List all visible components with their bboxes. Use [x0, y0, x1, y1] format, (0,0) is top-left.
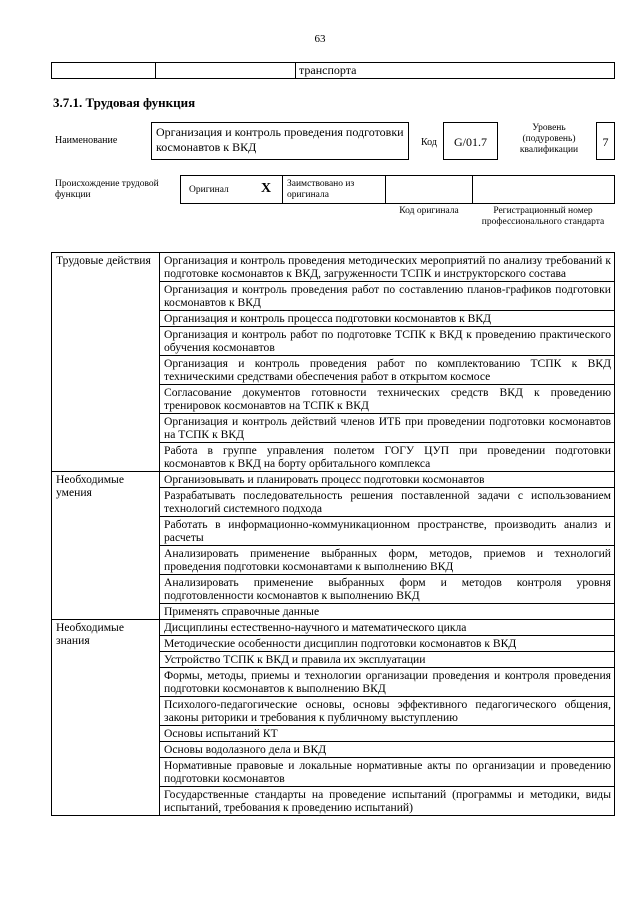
- borrowed-box: [282, 175, 386, 204]
- requirement-item: Основы испытаний КТ: [160, 726, 615, 742]
- requirement-item: Применять справочные данные: [160, 604, 615, 620]
- name-label: Наименование: [55, 135, 118, 146]
- reg-number-caption: Регистрационный номер профессионального стандарта: [481, 206, 605, 227]
- requirement-item: Организация и контроль работ по подготовке ТСПК к ВКД к проведению практического обучения космонавтов: [160, 327, 615, 356]
- requirement-item: Организация и контроль действий членов ИТБ при проведении подготовки космонавтов на ТСПК к ВКД: [160, 414, 615, 443]
- level-value: 7: [602, 135, 609, 149]
- requirement-item: Организация и контроль процесса подготовки космонавтов к ВКД: [160, 311, 615, 327]
- previous-table-fragment: [51, 62, 615, 79]
- requirement-item: Согласование документов готовности технических средств ВКД к проведению тренировок космонавтов на ТСПК к ВКД: [160, 385, 615, 414]
- requirement-item: Разрабатывать последовательность решения поставленной задачи с использованием технологий системного подхода: [160, 488, 615, 517]
- labor-function-table: [51, 252, 615, 816]
- original-box: [180, 175, 283, 204]
- code-label: Код: [421, 137, 437, 148]
- requirement-item: Организация и контроль проведения работ по составлению планов-графиков подготовки космонавтов к ВКД: [160, 282, 615, 311]
- requirement-item: Формы, методы, приемы и технологии организации проведения и контроля проведения подготовки космонавтов к выполнению ВКД: [160, 668, 615, 697]
- code-value: G/01.7: [454, 135, 487, 149]
- level-label: Уровень (подуровень) квалификации: [519, 123, 579, 155]
- category-cell: Трудовые действия: [52, 253, 160, 472]
- requirement-item: Организация и контроль проведения работ по комплектованию ТСПК к ВКД техническими средствами обеспечения работ в открытом космосе: [160, 356, 615, 385]
- original-code-caption: Код оригинала: [399, 206, 459, 216]
- requirement-item: Анализировать применение выбранных форм, методов, приемов и технологий проведения подготовки космонавтами к выполнению ВКД: [160, 546, 615, 575]
- requirement-item: Анализировать применение выбранных форм и методов контроля уровня подготовленности космонавтов к выполнению ВКД: [160, 575, 615, 604]
- borrowed-label: Заимствовано из оригинала: [287, 179, 355, 200]
- category-cell: Необходимые умения: [52, 472, 160, 620]
- requirement-item: Работать в информационно-коммуникационном пространстве, производить анализ и расчеты: [160, 517, 615, 546]
- previous-table-cell: транспорта: [296, 63, 615, 79]
- requirement-item: Организация и контроль проведения методических мероприятий по анализу требований к подготовке космонавтов к ВКД, загруженности ТСПК и инструкторского состава: [160, 253, 615, 282]
- requirement-item: Психолого-педагогические основы, основы эффективного педагогического общения, законы риторики и требования к публичному выступлению: [160, 697, 615, 726]
- origin-label: Происхождение трудовой функции: [55, 179, 159, 200]
- page-number: 63: [314, 33, 326, 45]
- original-label: Оригинал: [189, 185, 229, 195]
- function-name-value: Организация и контроль проведения подготовки космонавтов к ВКД: [156, 125, 404, 154]
- original-code-box: [385, 175, 473, 204]
- requirement-item: Дисциплины естественно-научного и математического цикла: [160, 620, 615, 636]
- table-row: [52, 620, 615, 636]
- requirement-item: Основы водолазного дела и ВКД: [160, 742, 615, 758]
- reg-number-box: [472, 175, 615, 204]
- section-title: 3.7.1. Трудовая функция: [53, 95, 196, 110]
- function-name-box: [151, 122, 409, 160]
- code-value-box: [443, 122, 498, 160]
- requirement-item: Нормативные правовые и локальные нормативные акты по организации и проведению подготовки космонавтов: [160, 758, 615, 787]
- requirement-item: Государственные стандарты на проведение испытаний (программы и методики, виды испытаний, требования к проведению испытаний): [160, 787, 615, 816]
- requirement-item: Устройство ТСПК к ВКД и правила их эксплуатации: [160, 652, 615, 668]
- level-value-box: [596, 122, 615, 160]
- category-cell: Необходимые знания: [52, 620, 160, 816]
- requirement-item: Работа в группе управления полетом ГОГУ ЦУП при проведении подготовки космонавтов к ВКД на борту орбитального комплекса: [160, 443, 615, 472]
- table-row: [52, 472, 615, 488]
- original-mark: X: [261, 181, 272, 196]
- table-row: [52, 253, 615, 282]
- requirement-item: Методические особенности дисциплин подготовки космонавтов к ВКД: [160, 636, 615, 652]
- requirement-item: Организовывать и планировать процесс подготовки космонавтов: [160, 472, 615, 488]
